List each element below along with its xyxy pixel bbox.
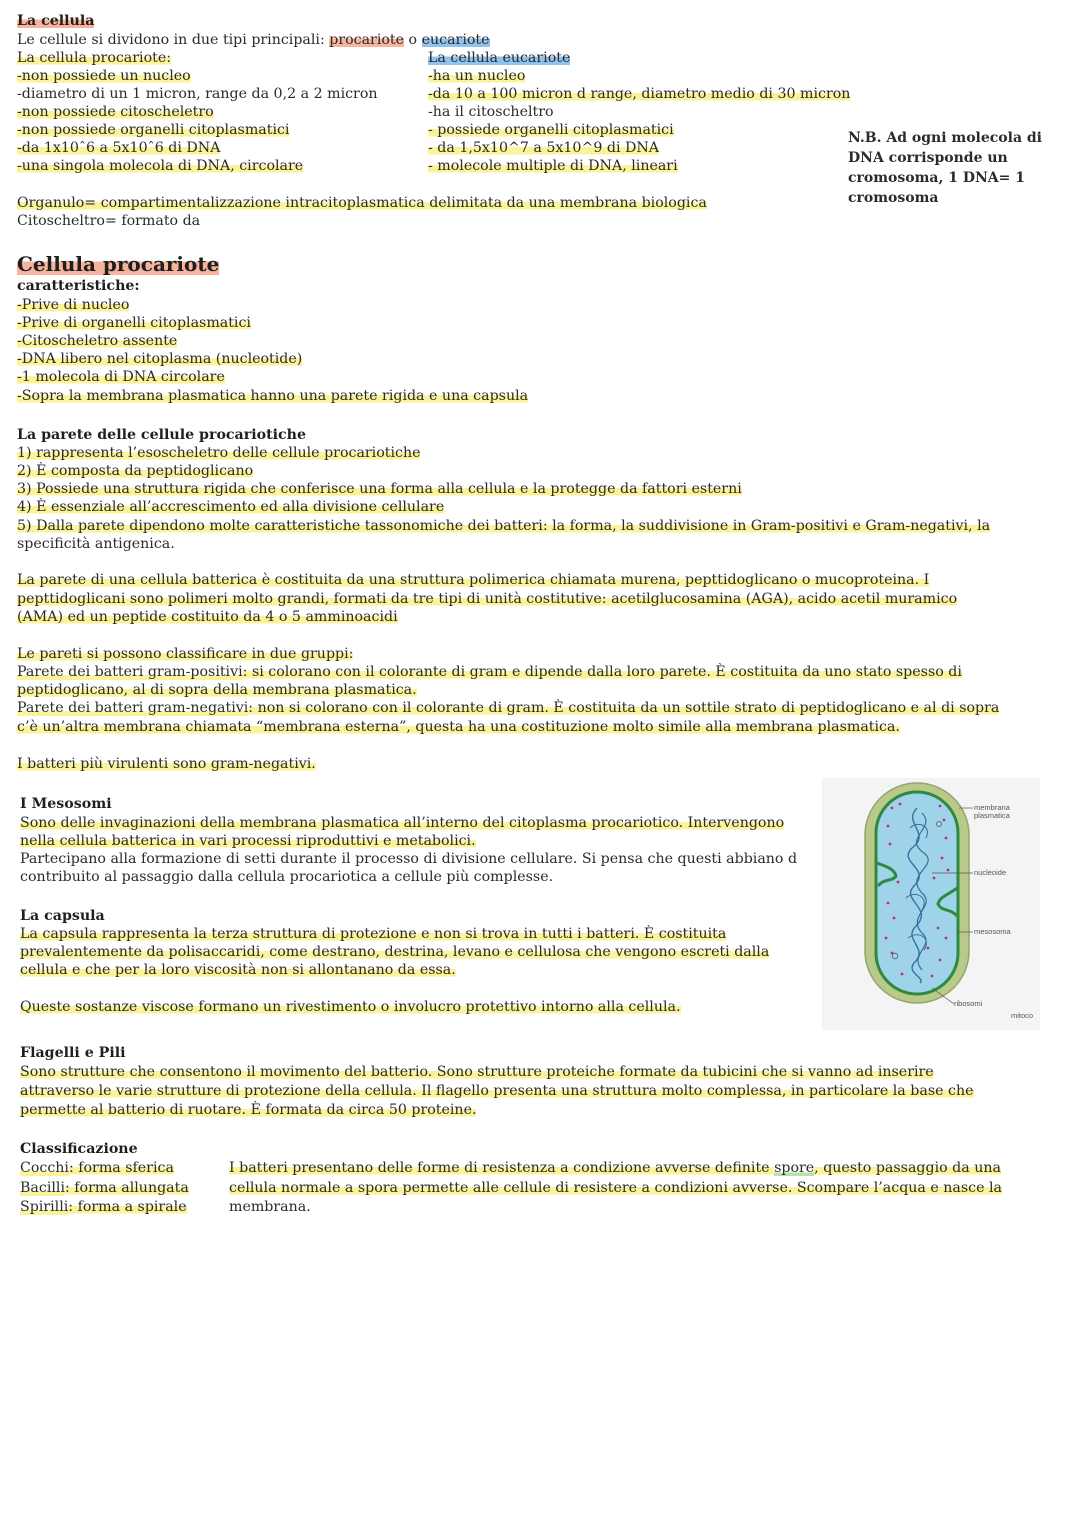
- procariote-feature: -DNA libero nel citoplasma (nucleotide): [17, 351, 303, 367]
- parete-item: 2) È composta da peptidoglicano: [17, 463, 254, 479]
- flagelli-line: attraverso le varie strutture di protezione della cellula. Il flagello presenta una struttura molto complessa, in particolare la base che: [20, 1083, 974, 1099]
- procariote-col-item: -non possiede un nucleo: [17, 68, 191, 84]
- procariote-col-item: -non possiede organelli citoplasmatici: [17, 122, 290, 138]
- virulent-note: I batteri più virulenti sono gram-negativi.: [17, 756, 316, 772]
- flagelli-line: permette al batterio di ruotare. È formata da circa 50 proteine.: [20, 1102, 477, 1118]
- procariote-col-item: -da 1x10ˆ6 a 5x10ˆ6 di DNA: [17, 140, 221, 156]
- classificazione-title: Classificazione: [20, 1141, 138, 1157]
- capsula-line: cellula e che per la loro viscosità non si allontanano da essa.: [20, 962, 456, 978]
- mesosomi-line: nella cellula batterica in vari processi riproduttivi e metabolici.: [20, 833, 476, 849]
- procariote-section-title: Cellula procariote: [17, 252, 220, 276]
- classificazione-bacilli: Bacilli: forma allungata: [20, 1180, 189, 1196]
- eucariote-col-item: - possiede organelli citoplasmatici: [428, 122, 674, 138]
- organulo-definition: Organulo= compartimentalizzazione intracitoplasmatica delimitata da una membrana biologica: [17, 195, 707, 211]
- procariote-col-item: -diametro di un 1 micron, range da 0,2 a 2 micron: [17, 86, 378, 102]
- gram-negative-line: c’è un’altra membrana chiamata “membrana esterna”, questa ha una costituzione molto simile alla membrana plasmatica.: [17, 719, 900, 735]
- procariote-col-header: La cellula procariote:: [17, 50, 171, 66]
- parete-title: La parete delle cellule procariotiche: [17, 427, 306, 443]
- eucariote-col-item: -da 10 a 100 micron d range, diametro medio di 30 micron: [428, 86, 851, 102]
- types-sentence: Le cellule si dividono in due tipi principali: procariote o eucariote: [17, 32, 490, 48]
- parete-item: 5) Dalla parete dipendono molte caratteristiche tassonomiche dei batteri: la forma, la suddivisione in Gram-positivi e Gram-negativi, la: [17, 518, 991, 534]
- procariote-col-item: -una singola molecola di DNA, circolare: [17, 158, 304, 174]
- page-title: La cellula: [17, 13, 95, 29]
- parete-item: 3) Possiede una struttura rigida che conferisce una forma alla cellula e la protegge da fattori esterni: [17, 481, 742, 497]
- spore-line: I batteri presentano delle forme di resistenza a condizione avverse definite spore, questo passaggio da una: [229, 1160, 1001, 1176]
- capsula-line: La capsula rappresenta la terza struttura di protezione e non si trova in tutti i batteri. È costituita: [20, 926, 727, 942]
- classificazione-spirilli: Spirilli: forma a spirale: [20, 1199, 187, 1215]
- mesosomi-line: Partecipano alla formazione di setti durante il processo di divisione cellulare. Si pensa che questi abbiano d: [20, 851, 798, 867]
- label-nucleoide: nucleoide: [974, 868, 1007, 877]
- mesosomi-title: I Mesosomi: [20, 796, 112, 812]
- eucariote-col-item: - molecole multiple di DNA, lineari: [428, 158, 678, 174]
- parete-composition-line: La parete di una cellula batterica è costituita da una struttura polimerica chiamata murena, pepttidoglicano o mucoproteina. I: [17, 572, 930, 588]
- gram-positive-line: peptidoglicano, al di sopra della membrana plasmatica.: [17, 682, 417, 698]
- procariote-section-subtitle: caratteristiche:: [17, 278, 140, 294]
- eucariote-col-item: -ha un nucleo: [428, 68, 526, 84]
- procariote-col-item: -non possiede citoscheletro: [17, 104, 214, 120]
- capsula-line: prevalentemente da polisaccaridi, come destrano, destrina, levano e cellulosa che vengono escreti dalla: [20, 944, 770, 960]
- eucariote-col-item: - da 1,5x10^7 a 5x10^9 di DNA: [428, 140, 660, 156]
- spore-line: membrana.: [229, 1199, 311, 1215]
- bacterium-diagram: [822, 778, 1040, 1030]
- label-mitoco: mitoco: [1011, 1011, 1034, 1020]
- flagelli-title: Flagelli e Pili: [20, 1045, 126, 1061]
- parete-item: 1) rappresenta l’esoscheletro delle cellule procariotiche: [17, 445, 421, 461]
- classificazione-cocchi: Cocchi: forma sferica: [20, 1160, 174, 1176]
- procariote-feature: -Citoscheletro assente: [17, 333, 178, 349]
- parete-item: specificità antigenica.: [17, 536, 175, 552]
- spore-line: cellula normale a spora permette alle cellule di resistere a condizioni avverse. Scompare l’acqua e nasce la: [229, 1180, 1003, 1196]
- gram-negative-line: Parete dei batteri gram-negativi: non si colorano con il colorante di gram. È costituita da un sottile strato di peptidoglicano e al di sopra: [17, 700, 1000, 716]
- label-mesosoma: mesosoma: [974, 927, 1011, 936]
- label-membrana-plasmatica: membrana plasmatica: [974, 803, 1010, 820]
- procariote-feature: -Prive di nucleo: [17, 297, 130, 313]
- capsula-title: La capsula: [20, 908, 105, 924]
- mesosomi-line: contribuito al passaggio dalla cellula procariotica a cellule più complesse.: [20, 869, 554, 885]
- citoscheletro-definition: Citoscheltro= formato da: [17, 213, 201, 229]
- label-ribosomi: ribosomi: [954, 999, 983, 1008]
- procariote-feature: -Sopra la membrana plasmatica hanno una parete rigida e una capsula: [17, 388, 529, 404]
- nb-note: N.B. Ad ogni molecola di DNA corrisponde un cromosoma, 1 DNA= 1 cromosoma: [848, 130, 1042, 206]
- eucariote-col-item: -ha il citoscheltro: [428, 104, 554, 120]
- parete-composition-line: pepttidoglicani sono polimeri molto grandi, formati da tre tipi di unità costitutive: acetilglucosamina (AGA), acido acetil muramico: [17, 591, 958, 607]
- eucariote-col-header: La cellula eucariote: [428, 50, 571, 66]
- gram-positive-line: Parete dei batteri gram-positivi: si colorano con il colorante di gram e dipende dalla loro parete. È costituita da uno stato spesso di: [17, 664, 962, 680]
- capsula-extra: Queste sostanze viscose formano un rivestimento o involucro protettivo intorno alla cellula.: [20, 999, 681, 1015]
- parete-groups-intro: Le pareti si possono classificare in due gruppi:: [17, 646, 354, 662]
- parete-composition-line: (AMA) ed un peptide costituito da 4 o 5 amminoacidi: [17, 609, 398, 625]
- flagelli-line: Sono strutture che consentono il movimento del batterio. Sono strutture proteiche formate da tubicini che si vanno ad inserire: [20, 1064, 934, 1080]
- procariote-feature: -Prive di organelli citoplasmatici: [17, 315, 251, 331]
- procariote-feature: -1 molecola di DNA circolare: [17, 369, 225, 385]
- parete-item: 4) È essenziale all’accrescimento ed alla divisione cellulare: [17, 499, 445, 515]
- mesosomi-line: Sono delle invaginazioni della membrana plasmatica all’interno del citoplasma procariotico. Intervengono: [20, 815, 785, 831]
